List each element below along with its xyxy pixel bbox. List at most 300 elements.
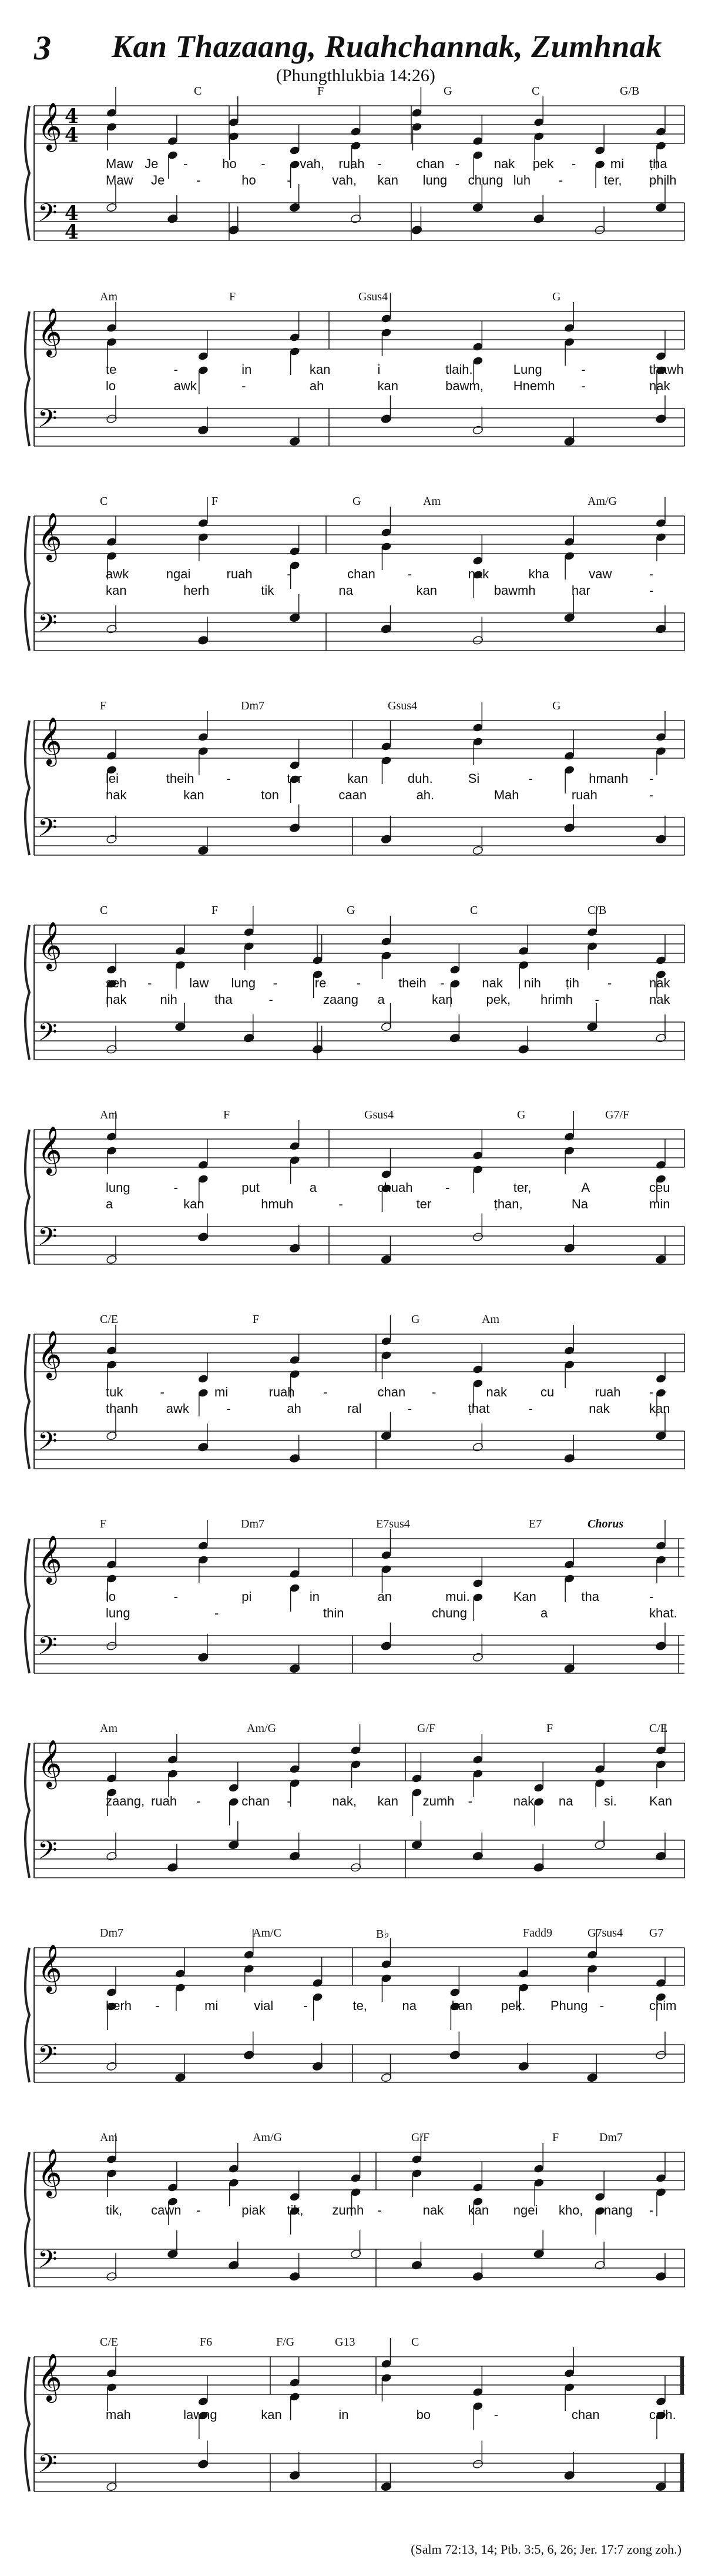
lyric-syllable-verse2: awk [166, 1401, 189, 1416]
lyric-syllable-verse1: tik, [106, 2203, 123, 2217]
system-staves [0, 2333, 705, 2533]
lyric-syllable-verse2: - [528, 1401, 533, 1416]
chord-symbol: C/E [100, 2336, 119, 2349]
treble-clef-icon: 𝄞 [38, 1330, 62, 1378]
hymn-number: 3 [34, 29, 51, 67]
lyric-syllable-verse1: - [323, 1385, 328, 1399]
time-signature: 4 [65, 105, 79, 128]
lyric-syllable-verse1: vah, [300, 156, 324, 171]
lyric-syllable-verse1: in [338, 2407, 349, 2422]
lyric-syllable-verse1: ruah [338, 156, 365, 171]
chord-symbol: F6 [200, 2336, 213, 2349]
lyric-syllable-verse1: lei [106, 771, 119, 786]
lyric-syllable-verse1: kan [261, 2407, 282, 2422]
chord-symbol: Gsus4 [364, 1108, 394, 1121]
chord-symbol: B♭ [376, 1928, 390, 1941]
lyric-syllable-verse2: lung [422, 173, 448, 187]
lyric-syllable-verse1: lung [231, 976, 256, 990]
scripture-attribution: (Salm 72:13, 14; Ptb. 3:5, 6, 26; Jer. 17:7 zong zoh.) [411, 2542, 682, 2557]
treble-clef-icon: 𝄞 [38, 102, 62, 150]
lyric-syllable-verse2: chung [468, 173, 503, 187]
lyric-syllable-verse1: mui. [445, 1589, 470, 1604]
lyric-syllable-verse2: luh [513, 173, 531, 187]
system-staves [0, 2129, 705, 2329]
lyric-syllable-verse2: - [595, 992, 599, 1007]
lyric-syllable-verse2: thin [323, 1606, 344, 1620]
chord-symbol: F [552, 2131, 559, 2144]
lyric-syllable-verse2: tik [261, 583, 274, 598]
lyric-syllable-verse1: ter, [513, 1180, 532, 1195]
lyric-syllable-verse1: lo [106, 1589, 116, 1604]
chord-symbol: Am [100, 1722, 118, 1735]
lyric-syllable-verse1: kan [347, 771, 368, 786]
brace-icon [25, 1130, 29, 1264]
lyric-syllable-verse1: vaw [589, 567, 612, 581]
treble-clef-icon: 𝄞 [38, 1535, 62, 1583]
lyric-syllable-verse1: ca'h. [649, 2407, 676, 2422]
lyric-syllable-verse2: - [287, 173, 291, 187]
lyric-syllable-verse1: piak [241, 2203, 266, 2217]
chord-symbol: C [411, 2336, 419, 2349]
lyric-syllable-verse1: put [241, 1180, 260, 1195]
lyric-syllable-verse1: - [649, 567, 654, 581]
lyric-syllable-verse1: chan [571, 2407, 600, 2422]
brace-icon [25, 2357, 29, 2491]
time-signature: 4 [65, 220, 79, 244]
bass-clef-icon: 𝄢 [38, 1632, 58, 1667]
lyric-syllable-verse2: bawm, [445, 378, 484, 393]
lyric-syllable-verse1: ho [222, 156, 237, 171]
lyric-syllable-verse1: kan [377, 1794, 398, 1808]
lyric-syllable-verse1: ruah [595, 1385, 621, 1399]
lyric-syllable-verse1: - [445, 1180, 450, 1195]
lyric-syllable-verse2: - [338, 1197, 343, 1211]
lyric-syllable-verse2: ter, [603, 173, 622, 187]
lyric-syllable-verse1: - [494, 2407, 499, 2422]
lyric-syllable-verse1: - [649, 1385, 654, 1399]
lyric-syllable-verse1: nak [482, 976, 503, 990]
bass-clef-icon: 𝄢 [38, 1836, 58, 1871]
lyric-syllable-verse2: kan [432, 992, 453, 1007]
lyric-syllable-verse1: - [356, 976, 361, 990]
bass-clef-icon: 𝄢 [38, 199, 58, 234]
lyric-syllable-verse2: Hnemh [513, 378, 555, 393]
final-barline [680, 2357, 684, 2394]
chord-symbol: F [100, 699, 107, 712]
lyric-syllable-verse2: kan [106, 583, 127, 598]
chord-symbol: Am [482, 1313, 499, 1326]
chord-symbol: Am/C [253, 1927, 281, 1939]
brace-icon [25, 925, 29, 1060]
lyric-syllable-verse1: Maw [106, 156, 133, 171]
chord-symbol: Am [100, 290, 118, 303]
lyric-syllable-verse1: re [314, 976, 327, 990]
bass-clef-icon: 𝄢 [38, 2450, 58, 2485]
brace-icon [25, 721, 29, 855]
lyric-syllable-verse2: philh [649, 173, 677, 187]
treble-clef-icon: 𝄞 [38, 1944, 62, 1992]
lyric-syllable-verse2: pek, [486, 992, 511, 1007]
lyric-syllable-verse1: hmanh [589, 771, 629, 786]
lyric-syllable-verse1: - [377, 2203, 382, 2217]
chord-symbol: C [100, 904, 108, 917]
chord-symbol: Gsus4 [358, 290, 388, 303]
lyric-syllable-verse1: mi [214, 1385, 229, 1399]
lyric-syllable-verse2: - [241, 378, 246, 393]
lyric-syllable-verse1: - [440, 976, 445, 990]
lyric-syllable-verse2: - [196, 173, 201, 187]
lyric-syllable-verse1: - [303, 1998, 308, 2013]
lyric-syllable-verse1: - [581, 362, 586, 377]
chord-symbol: C [532, 85, 540, 98]
music-system [0, 1515, 705, 1715]
lyric-syllable-verse2: tha [214, 992, 233, 1007]
lyric-syllable-verse1: - [649, 1589, 654, 1604]
brace-icon [25, 516, 29, 651]
chord-symbol: Am/G [253, 2131, 282, 2144]
time-signature: 4 [65, 202, 79, 225]
lyric-syllable-verse1: ṭih [565, 976, 579, 990]
lyric-syllable-verse1: pek. [501, 1998, 526, 2013]
lyric-syllable-verse1: - [173, 1180, 178, 1195]
lyric-syllable-verse1: zumh [332, 2203, 364, 2217]
lyric-syllable-verse2: nak [649, 378, 670, 393]
chord-symbol: Dm7 [241, 1518, 264, 1530]
lyric-syllable-verse1: theih [398, 976, 427, 990]
lyric-syllable-verse1: lawng [183, 2407, 217, 2422]
treble-clef-icon: 𝄞 [38, 307, 62, 356]
lyric-syllable-verse1: herh [106, 1998, 132, 2013]
lyric-syllable-verse1: vial [254, 1998, 274, 2013]
chord-symbol: F [229, 290, 236, 303]
time-signature: 4 [65, 123, 79, 147]
lyric-syllable-verse2: kan [416, 583, 438, 598]
chord-symbol: G [352, 495, 361, 508]
brace-icon [25, 1539, 29, 1673]
chord-symbol: Dm7 [241, 699, 264, 712]
lyric-syllable-verse2: lo [106, 378, 116, 393]
lyric-syllable-verse1: - [273, 976, 277, 990]
lyric-syllable-verse1: - [287, 1794, 291, 1808]
lyric-syllable-verse2: Je [151, 173, 165, 187]
music-system [0, 288, 705, 488]
lyric-syllable-verse1: - [160, 1385, 164, 1399]
lyric-syllable-verse2: hrimh [540, 992, 573, 1007]
lyric-syllable-verse1: pi [241, 1589, 252, 1604]
lyric-syllable-verse2: ton [261, 788, 279, 802]
lyric-syllable-verse1: a [309, 1180, 317, 1195]
music-system [0, 493, 705, 692]
chord-symbol: Am [100, 2131, 118, 2144]
chord-symbol: G7/F [605, 1108, 630, 1121]
bass-clef-icon: 𝄢 [38, 2245, 58, 2280]
chord-symbol: F [212, 495, 219, 508]
lyric-syllable-verse2: ruah [571, 788, 597, 802]
lyric-syllable-verse2: nih [160, 992, 177, 1007]
lyric-syllable-verse1: nak [422, 2203, 444, 2217]
lyric-syllable-verse2: ah [309, 378, 324, 393]
final-barline [680, 2454, 684, 2491]
lyric-syllable-verse2: kan [183, 1197, 204, 1211]
lyric-syllable-verse1: Kan [649, 1794, 673, 1808]
lyric-syllable-verse2: - [581, 378, 586, 393]
lyric-syllable-verse2: kan [183, 788, 204, 802]
lyric-syllable-verse2: kan [649, 1401, 670, 1416]
lyric-syllable-verse1: ruah [151, 1794, 177, 1808]
chord-symbol: Am/G [247, 1722, 276, 1735]
chord-symbol: G7 [649, 1927, 664, 1939]
lyric-syllable-verse1: in [241, 362, 252, 377]
lyric-syllable-verse2: thanh [106, 1401, 139, 1416]
lyric-syllable-verse1: tlaih. [445, 362, 473, 377]
lyric-syllable-verse2: ho [241, 173, 256, 187]
chord-symbol: Dm7 [599, 2131, 623, 2144]
lyric-syllable-verse2: chung [432, 1606, 467, 1620]
lyric-syllable-verse1: tik, [287, 2203, 304, 2217]
treble-clef-icon: 𝄞 [38, 512, 62, 560]
lyric-syllable-verse1: nih [523, 976, 541, 990]
lyric-syllable-verse1: si. [603, 1794, 617, 1808]
lyric-syllable-verse1: - [528, 771, 533, 786]
lyric-syllable-verse1: pek [532, 156, 554, 171]
music-system [0, 1106, 705, 1306]
chord-symbol: E7 [529, 1518, 542, 1530]
lyric-syllable-verse2: khat. [649, 1606, 677, 1620]
bass-clef-icon: 𝄢 [38, 813, 58, 849]
lyric-syllable-verse1: duh. [407, 771, 433, 786]
chord-symbol: Am [100, 1108, 118, 1121]
lyric-syllable-verse2: ṭhan, [494, 1197, 523, 1211]
lyric-syllable-verse1: - [173, 1589, 178, 1604]
hymn-subtitle: (Phungthlukbia 14:26) [276, 66, 435, 85]
lyric-syllable-verse1: na [402, 1998, 417, 2013]
music-system [0, 2129, 705, 2329]
lyric-syllable-verse1: lung [106, 1180, 130, 1195]
lyric-syllable-verse2: a [540, 1606, 548, 1620]
lyric-syllable-verse1: an [377, 1589, 392, 1604]
brace-icon [25, 1334, 29, 1469]
chord-symbol: C/B [588, 904, 607, 917]
lyric-syllable-verse2: kan [377, 173, 398, 187]
lyric-syllable-verse1: kha [528, 567, 549, 581]
lyric-syllable-verse2: zaang [323, 992, 358, 1007]
music-system [0, 1924, 705, 2124]
lyric-syllable-verse2: hmuh [261, 1197, 294, 1211]
bass-clef-icon: 𝄢 [38, 404, 58, 440]
bass-clef-icon: 𝄢 [38, 2041, 58, 2076]
lyric-syllable-verse1: ngei [513, 2203, 538, 2217]
chord-symbol: C [100, 495, 108, 508]
hymn-title: Kan Thazaang, Ruahchannak, Zumhnak [112, 29, 662, 64]
lyric-syllable-verse1: ruah [226, 567, 253, 581]
lyric-syllable-verse1: - [571, 156, 576, 171]
lyric-syllable-verse1: - [468, 1794, 472, 1808]
music-system [0, 82, 705, 282]
chord-symbol: Am [423, 495, 441, 508]
lyric-syllable-verse1: - [155, 1998, 160, 2013]
lyric-syllable-verse1: chan [241, 1794, 270, 1808]
lyric-syllable-verse1: nak [513, 1794, 535, 1808]
lyric-syllable-verse1: mah [106, 2407, 131, 2422]
lyric-syllable-verse1: tha [581, 1589, 599, 1604]
lyric-syllable-verse1: zaang, [106, 1794, 145, 1808]
chord-symbol: F [212, 904, 219, 917]
lyric-syllable-verse1: Je [145, 156, 159, 171]
lyric-syllable-verse2: ral [347, 1401, 362, 1416]
lyric-syllable-verse1: ruah [268, 1385, 295, 1399]
lyric-syllable-verse1: nak [649, 976, 670, 990]
lyric-syllable-verse1: chan [347, 567, 375, 581]
music-system [0, 2333, 705, 2533]
lyric-syllable-verse1: - [649, 771, 654, 786]
brace-icon [25, 106, 29, 240]
lyric-syllable-verse1: - [287, 567, 291, 581]
lyric-syllable-verse1: A [581, 1180, 590, 1195]
lyric-syllable-verse2: ah. [416, 788, 435, 802]
lyric-syllable-verse1: Kan [513, 1589, 536, 1604]
lyric-syllable-verse1: te, [352, 1998, 367, 2013]
system-staves [0, 1720, 705, 1920]
lyric-syllable-verse2: nak [649, 992, 670, 1007]
lyric-syllable-verse2: ṭhat [468, 1401, 490, 1416]
lyric-syllable-verse1: - [147, 976, 152, 990]
lyric-syllable-verse1: na [558, 1794, 573, 1808]
chord-symbol: Am/G [588, 495, 617, 508]
lyric-syllable-verse1: law [189, 976, 209, 990]
lyric-syllable-verse2: nak [589, 1401, 610, 1416]
chord-symbol: E7sus4 [376, 1518, 410, 1530]
lyric-syllable-verse1: - [607, 976, 612, 990]
chord-symbol: F [317, 85, 324, 98]
treble-clef-icon: 𝄞 [38, 921, 62, 969]
lyric-syllable-verse1: nak [468, 567, 489, 581]
lyric-syllable-verse1: - [261, 156, 266, 171]
lyric-syllable-verse1: ceu [649, 1180, 670, 1195]
lyric-syllable-verse2: - [558, 173, 563, 187]
lyric-syllable-verse1: - [649, 2203, 654, 2217]
lyric-syllable-verse1: nak, [332, 1794, 357, 1808]
treble-clef-icon: 𝄞 [38, 2148, 62, 2196]
lyric-syllable-verse1: i [377, 362, 381, 377]
brace-icon [25, 311, 29, 446]
lyric-syllable-verse2: kan [377, 378, 398, 393]
lyric-syllable-verse1: mi [204, 1998, 219, 2013]
lyric-syllable-verse1: awk [106, 567, 129, 581]
chord-symbol: C/E [649, 1722, 668, 1735]
lyric-syllable-verse2: caan [338, 788, 367, 802]
lyric-syllable-verse1: - [407, 567, 412, 581]
lyric-syllable-verse2: vah, [332, 173, 357, 187]
chord-symbol: G [552, 290, 561, 303]
lyric-syllable-verse2: har [571, 583, 590, 598]
lyric-syllable-verse1: - [432, 1385, 437, 1399]
lyric-syllable-verse2: - [407, 1401, 412, 1416]
chord-symbol: G/F [417, 1722, 436, 1735]
treble-clef-icon: 𝄞 [38, 1125, 62, 1174]
lyric-syllable-verse2: na [338, 583, 353, 598]
chord-symbol: Dm7 [100, 1927, 123, 1939]
bass-clef-icon: 𝄢 [38, 1018, 58, 1053]
lyric-syllable-verse1: - [173, 362, 178, 377]
lyric-syllable-verse1: - [455, 156, 459, 171]
treble-clef-icon: 𝄞 [38, 716, 62, 765]
chord-symbol: G [411, 1313, 420, 1326]
music-system [0, 1720, 705, 1920]
lyric-syllable-verse1: te [106, 362, 117, 377]
lyric-syllable-verse2: lung [106, 1606, 130, 1620]
bass-clef-icon: 𝄢 [38, 1222, 58, 1258]
chord-symbol: F [546, 1722, 553, 1735]
chord-symbol: F [253, 1313, 260, 1326]
chord-symbol: Fadd9 [523, 1927, 552, 1939]
lyric-syllable-verse1: kho, [558, 2203, 583, 2217]
lyric-syllable-verse2: min [649, 1197, 670, 1211]
lyric-syllable-verse2: nak [106, 992, 127, 1007]
lyric-syllable-verse2: Mah [494, 788, 519, 802]
lyric-syllable-verse2: - [226, 1401, 231, 1416]
lyric-syllable-verse2: - [214, 1606, 219, 1620]
lyric-syllable-verse1: chuah [377, 1180, 413, 1195]
lyric-syllable-verse1: - [377, 156, 382, 171]
lyric-syllable-verse2: - [649, 583, 654, 598]
lyric-syllable-verse1: ngai [166, 567, 191, 581]
lyric-syllable-verse2: a [377, 992, 385, 1007]
lyric-syllable-verse1: seh [106, 976, 127, 990]
lyric-syllable-verse1: kan [451, 1998, 473, 2013]
lyric-syllable-verse1: mi [610, 156, 625, 171]
lyric-syllable-verse1: zumh [422, 1794, 455, 1808]
lyric-syllable-verse1: nak [494, 156, 515, 171]
lyric-syllable-verse1: Phung [550, 1998, 588, 2013]
lyric-syllable-verse1: - [196, 2203, 201, 2217]
lyric-syllable-verse1: - [599, 1998, 605, 2013]
lyric-syllable-verse1: chan [416, 156, 445, 171]
music-system [0, 1311, 705, 1510]
brace-icon [25, 1948, 29, 2082]
lyric-syllable-verse1: theih [166, 771, 194, 786]
brace-icon [25, 1743, 29, 1878]
chord-symbol: G [347, 904, 355, 917]
chord-symbol: G [552, 699, 561, 712]
music-system [0, 697, 705, 897]
lyric-syllable-verse2: ah [287, 1401, 301, 1416]
lyric-syllable-verse2: bawmh [494, 583, 536, 598]
chord-symbol: C/E [100, 1313, 119, 1326]
lyric-syllable-verse1: cu [540, 1385, 555, 1399]
chord-symbol: C [470, 904, 478, 917]
lyric-syllable-verse2: awk [173, 378, 197, 393]
lyric-syllable-verse1: thawh [649, 362, 684, 377]
lyric-syllable-verse1: chan [377, 1385, 406, 1399]
lyric-syllable-verse1: nak [486, 1385, 507, 1399]
lyric-syllable-verse1: ṭha [649, 156, 667, 171]
lyric-syllable-verse2: - [268, 992, 273, 1007]
chord-symbol: Gsus4 [388, 699, 418, 712]
lyric-syllable-verse1: bo [416, 2407, 431, 2422]
lyric-syllable-verse1: kan [468, 2203, 489, 2217]
lyric-syllable-verse1: cawn [151, 2203, 182, 2217]
lyric-syllable-verse1: kan [309, 362, 331, 377]
chord-symbol: C [194, 85, 202, 98]
chord-symbol: G7sus4 [588, 1927, 623, 1939]
lyric-syllable-verse1: nang [603, 2203, 633, 2217]
lyric-syllable-verse1: - [226, 771, 231, 786]
lyric-syllable-verse1: chim [649, 1998, 677, 2013]
lyric-syllable-verse2: a [106, 1197, 113, 1211]
chord-symbol: G13 [335, 2336, 355, 2349]
lyric-syllable-verse1: - [196, 1794, 201, 1808]
lyric-syllable-verse2: herh [183, 583, 210, 598]
